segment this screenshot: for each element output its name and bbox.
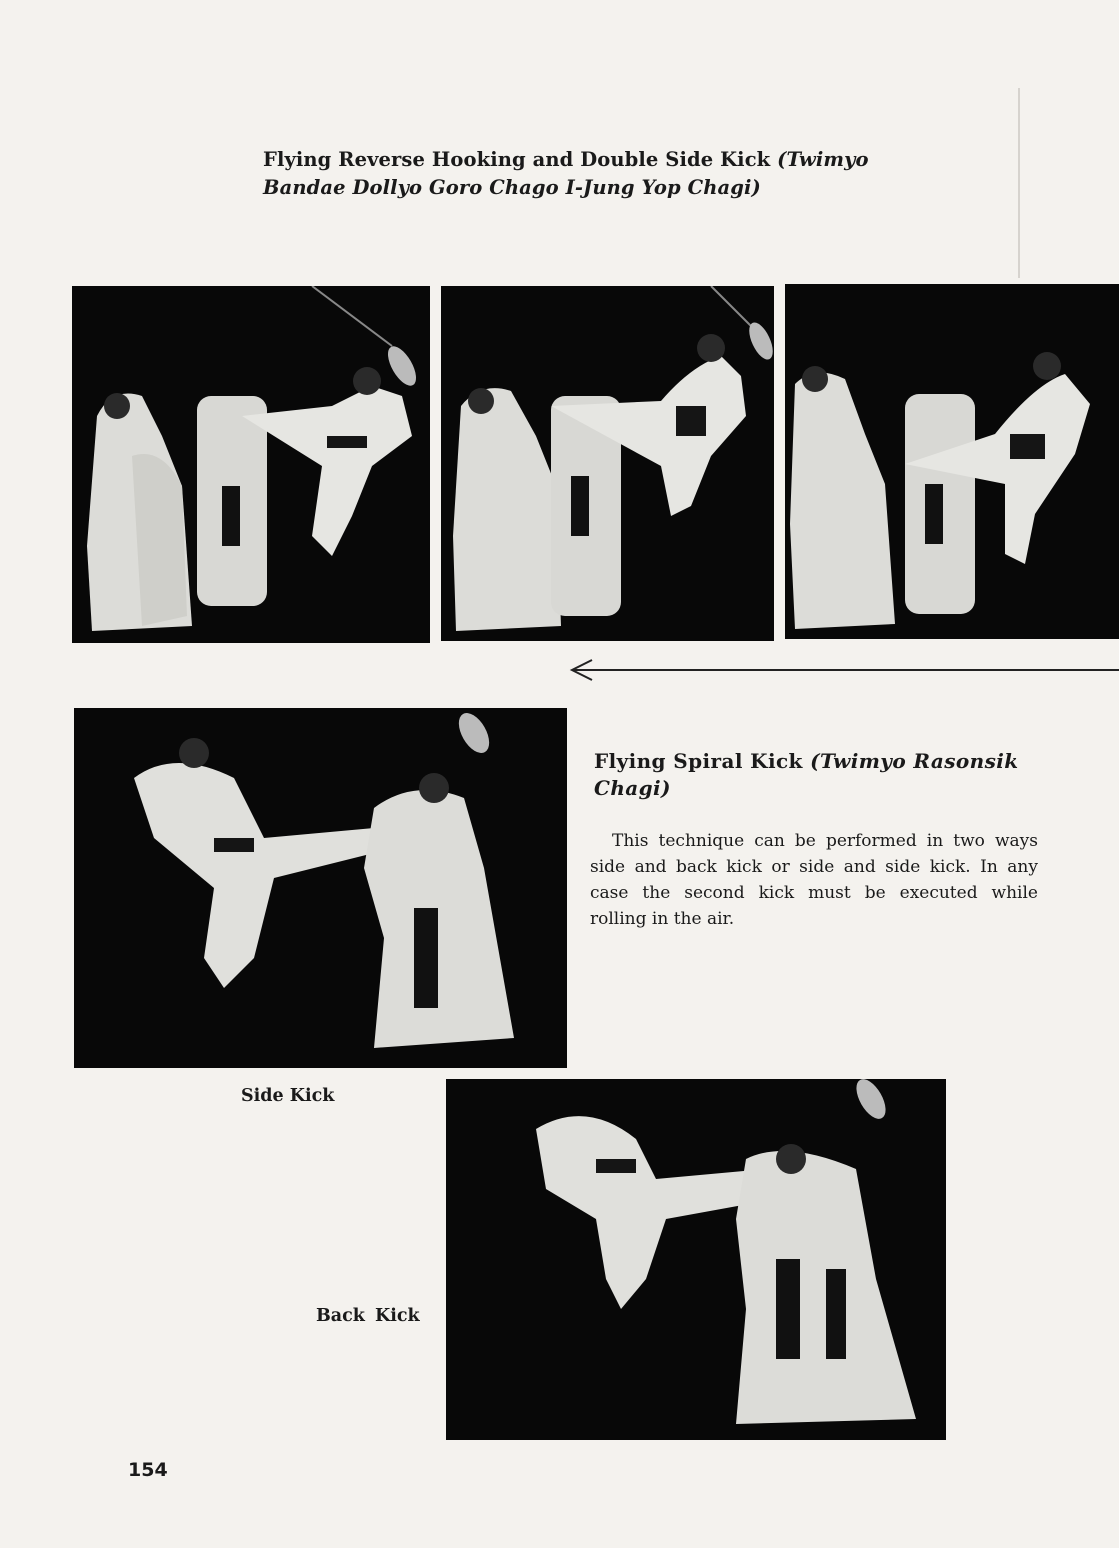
page-number: 154 bbox=[128, 1459, 168, 1481]
direction-arrow-icon bbox=[568, 656, 1119, 688]
body-paragraph: This technique can be performed in two ways side and back kick or side and side kick. In any case the second kick must be executed while rolling in the air. bbox=[590, 831, 1038, 929]
heading-italic-second-line: Chagi) bbox=[594, 776, 671, 800]
photo-sequence-3 bbox=[785, 284, 1119, 639]
section-heading bbox=[594, 748, 1044, 802]
page-edge-shadow bbox=[1018, 88, 1020, 278]
title-italic-first-line: (Twimyo bbox=[777, 148, 869, 171]
photo-kick-sequence-1 bbox=[72, 286, 430, 643]
title-text: Flying Reverse Hooking and Double Side Kick bbox=[263, 148, 778, 171]
photo-sequence-2 bbox=[441, 286, 774, 641]
photo-spiral-kick bbox=[74, 708, 567, 1068]
photo-kick-sequence-2 bbox=[441, 286, 774, 641]
photo-kick-sequence-3 bbox=[785, 284, 1119, 639]
heading-italic-first-line: (Twimyo Rasonsik bbox=[810, 749, 1019, 773]
photo-spiral-kick-image bbox=[74, 708, 567, 1068]
section-title bbox=[263, 146, 983, 202]
caption-back-kick: Back Kick bbox=[316, 1306, 420, 1326]
caption-side-kick: Side Kick bbox=[241, 1086, 335, 1106]
photo-back-kick-image bbox=[446, 1079, 946, 1440]
photo-back-kick bbox=[446, 1079, 946, 1440]
photo-sequence-1 bbox=[72, 286, 430, 643]
title-italic-second-line: Bandae Dollyo Goro Chago I-Jung Yop Chagi) bbox=[263, 176, 761, 199]
heading-text: Flying Spiral Kick bbox=[594, 749, 811, 773]
